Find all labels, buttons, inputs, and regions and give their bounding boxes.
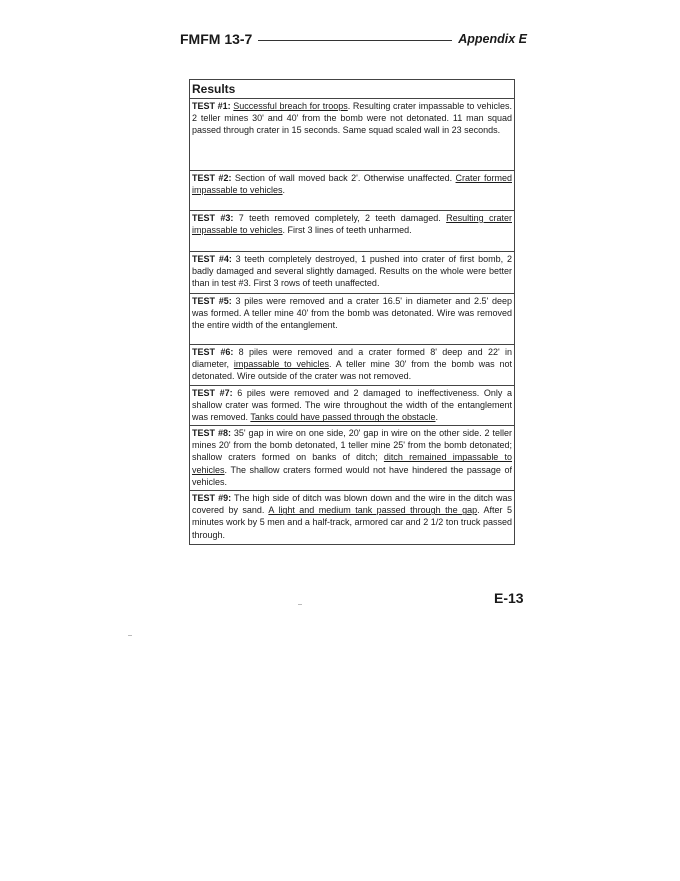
test-label: TEST #1:	[192, 101, 231, 111]
text-segment: .	[435, 412, 438, 423]
test-result-text	[192, 101, 512, 135]
text-segment: . Resulting crater impassable to vehicles. 2 teller mines 30' and 40' from the bomb were not detonated. 11 man squad passed through crater in 15 seconds. Same squad scaled wall in 23 seconds.	[192, 101, 513, 136]
underlined-phrase: ditch remained impassable to vehicles	[192, 452, 513, 475]
test-result-text	[192, 388, 512, 422]
test-result-text	[192, 173, 512, 195]
test-row	[190, 99, 514, 171]
text-segment: 8 piles were removed and a crater formed 8' deep and 22' in diameter,	[192, 347, 512, 370]
text-segment: 3 teeth completely destroyed, 1 pushed into crater of first bomb, 2 badly damaged and several slightly damaged. Results on the whole were better than in test #3. First 3 rows of teeth unaffected.	[192, 254, 512, 289]
test-result-text	[192, 213, 512, 235]
underlined-phrase: A light and medium tank passed through the gap	[268, 505, 478, 516]
test-label: TEST #3:	[192, 213, 234, 223]
test-result-text	[192, 428, 512, 487]
test-label: TEST #4:	[192, 254, 232, 264]
test-row	[190, 294, 514, 345]
appendix-label: Appendix E	[458, 32, 527, 46]
text-segment: Section of wall moved back 2'. Otherwise unaffected.	[231, 173, 456, 183]
scan-speck	[298, 604, 302, 605]
text-segment: . A teller mine 30' from the bomb was not detonated. Wire outside of the crater was not removed.	[192, 359, 512, 382]
test-result-text	[192, 296, 512, 330]
underlined-phrase: Tanks could have passed through the obstacle	[250, 412, 436, 423]
underlined-phrase: impassable to vehicles	[233, 359, 329, 370]
test-row	[190, 491, 514, 544]
running-header	[180, 29, 527, 49]
page-number: E-13	[494, 590, 524, 606]
text-segment: 7 teeth removed completely, 2 teeth damaged.	[233, 213, 447, 223]
text-segment: . The shallow craters formed would not have hindered the passage of vehicles.	[192, 464, 512, 487]
publication-id: FMFM 13-7	[180, 31, 253, 47]
header-rule	[258, 40, 452, 41]
test-label: TEST #2:	[192, 173, 232, 183]
text-segment: 3 piles were removed and a crater 16.5' in diameter and 2.5' deep was formed. A teller mine 40' from the bomb was detonated. Wire was removed the entire width of the entanglement.	[192, 296, 513, 331]
test-result-text	[192, 347, 512, 381]
underlined-phrase: Successful breach for troops	[233, 101, 348, 111]
test-row	[190, 252, 514, 294]
test-result-text	[192, 254, 512, 288]
test-row	[190, 426, 514, 491]
test-row	[190, 211, 514, 252]
test-row	[190, 345, 514, 386]
results-title: Results	[190, 80, 514, 99]
text-segment: .	[282, 185, 286, 196]
text-segment: The high side of ditch was blown down and the wire in the ditch was covered by sand.	[192, 493, 512, 516]
test-result-text	[192, 493, 512, 540]
scan-speck	[128, 635, 132, 636]
test-label: TEST #7:	[192, 388, 233, 398]
test-row	[190, 386, 514, 426]
test-row	[190, 171, 514, 211]
text-segment: 35' gap in wire on one side, 20' gap in wire on the other side. 2 teller mines 20' from the bomb detonated, 1 teller mine 25' from the bomb detonated; shallow craters formed on banks of ditch;	[192, 428, 512, 463]
underlined-phrase: Crater formed impassable to vehicles	[192, 173, 512, 196]
text-segment: . First 3 lines of teeth unharmed.	[282, 225, 412, 236]
test-label: TEST #9:	[192, 493, 232, 503]
underlined-phrase: Resulting crater impassable to vehicles	[192, 213, 512, 236]
test-label: TEST #8:	[192, 428, 231, 438]
results-table	[189, 79, 515, 545]
test-label: TEST #5:	[192, 296, 232, 306]
text-segment: 6 piles were removed and 2 damaged to ineffectiveness. Only a shallow crater was formed. The wire throughout the width of the entanglement was removed.	[192, 388, 512, 423]
test-label: TEST #6:	[192, 347, 234, 357]
text-segment: . After 5 minutes work by 5 men and a half-track, armored car and 2 1/2 ton truck passed through.	[192, 505, 512, 540]
